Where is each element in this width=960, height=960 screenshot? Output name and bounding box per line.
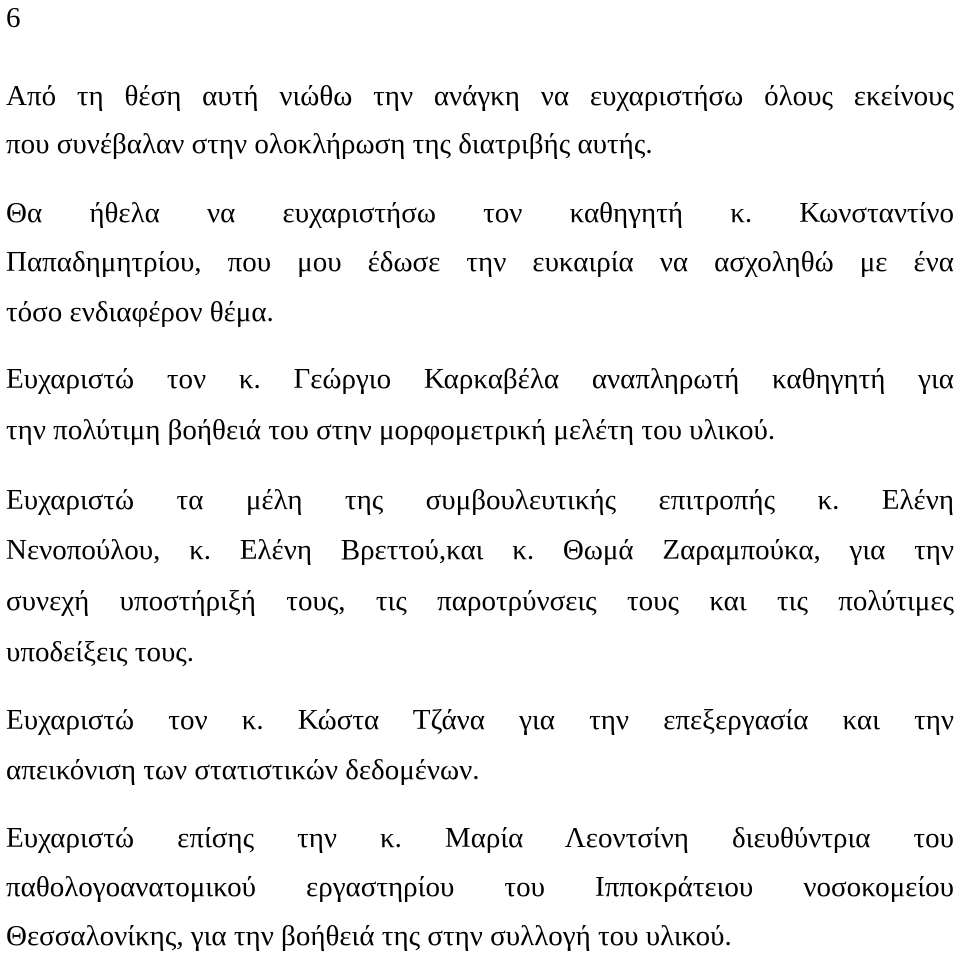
text-line: παθολογοανατομικού εργαστηρίου του Ιπποκράτειου νοσοκομείου: [6, 871, 954, 903]
text-line: Ευχαριστώ τον κ. Γεώργιο Καρκαβέλα αναπληρωτή καθηγητή για: [6, 363, 954, 395]
text-line: Ευχαριστώ επίσης την κ. Μαρία Λεοντσίνη διευθύντρια του: [6, 822, 954, 854]
text-line: Από τη θέση αυτή νιώθω την ανάγκη να ευχαριστήσω όλους εκείνους: [6, 80, 954, 112]
text-line: τόσο ενδιαφέρον θέμα.: [6, 296, 274, 328]
text-line: Ευχαριστώ τον κ. Κώστα Τζάνα για την επεξεργασία και την: [6, 704, 954, 736]
text-line: που συνέβαλαν στην ολοκλήρωση της διατριβής αυτής.: [6, 128, 653, 160]
page-number: 6: [6, 2, 21, 34]
text-line: υποδείξεις τους.: [6, 636, 195, 668]
text-line: Παπαδημητρίου, που μου έδωσε την ευκαιρία να ασχοληθώ με ένα: [6, 246, 954, 278]
text-line: απεικόνιση των στατιστικών δεδομένων.: [6, 754, 480, 786]
text-line: την πολύτιμη βοήθειά του στην μορφομετρική μελέτη του υλικού.: [6, 414, 776, 446]
text-line: Θα ήθελα να ευχαριστήσω τον καθηγητή κ. Κωνσταντίνο: [6, 197, 954, 229]
text-line: συνεχή υποστήριξή τους, τις παροτρύνσεις τους και τις πολύτιμες: [6, 585, 954, 617]
text-line: Θεσσαλονίκης, για την βοήθειά της στην συλλογή του υλικού.: [6, 920, 732, 952]
text-line: Ευχαριστώ τα μέλη της συμβουλευτικής επιτροπής κ. Ελένη: [6, 484, 954, 516]
text-line: Νενοπούλου, κ. Ελένη Βρεττού,και κ. Θωμά Ζαραμπούκα, για την: [6, 534, 954, 566]
